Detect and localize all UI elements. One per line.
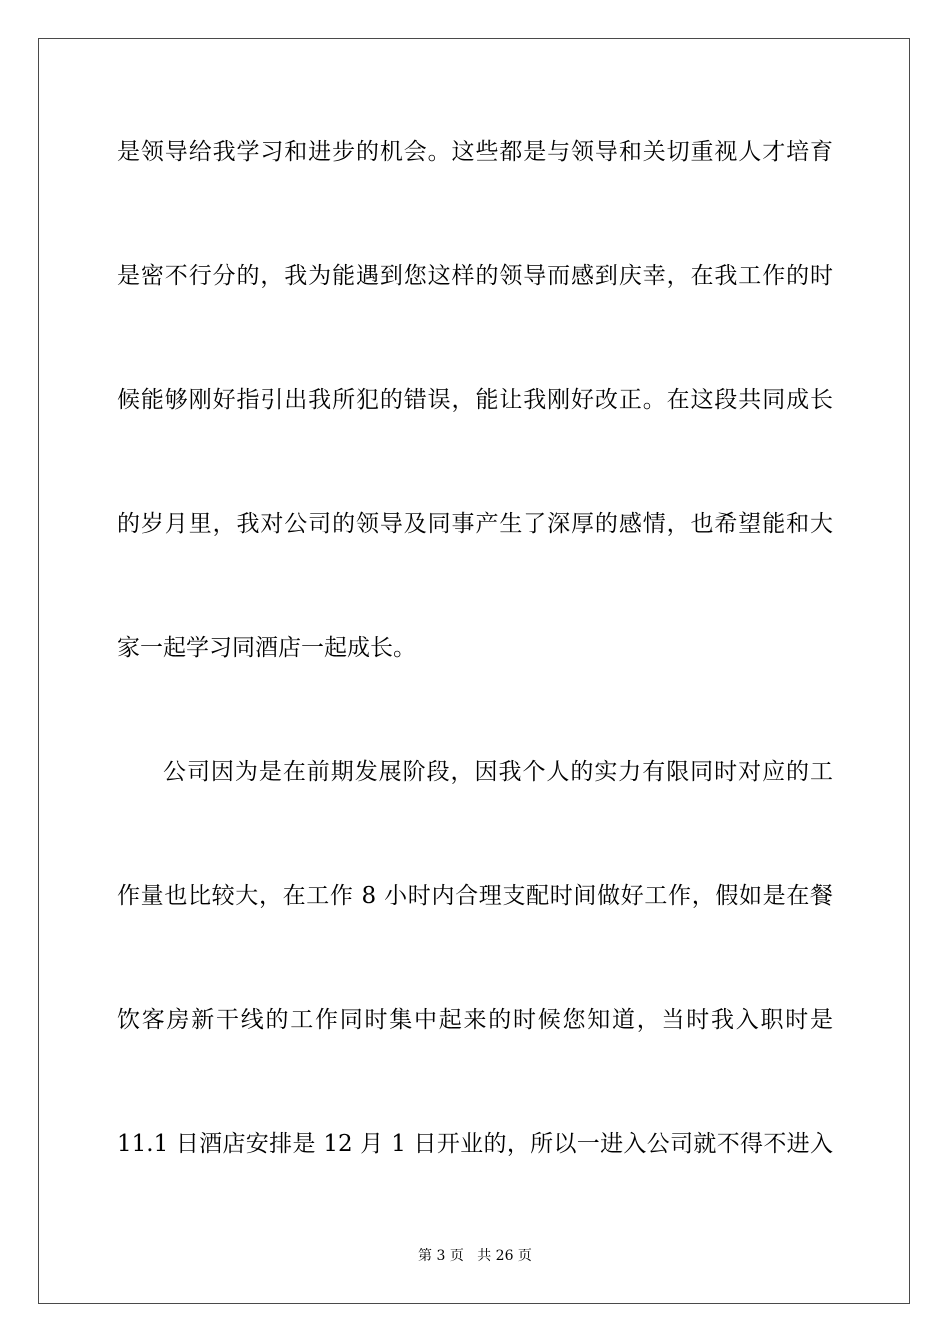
- text-line: 11.1 日酒店安排是 12 月 1 日开业的，所以一进入公司就不得不进入: [117, 1131, 833, 1157]
- page-number-total: 共 26 页: [477, 1248, 532, 1264]
- text-line: 候能够刚好指引出我所犯的错误，能让我刚好改正。在这段共同成长: [117, 387, 833, 413]
- text-line: 是领导给我学习和进步的机会。这些都是与领导和关切重视人才培育: [117, 139, 833, 165]
- paragraph-first-line: 公司因为是在前期发展阶段，因我个人的实力有限同时对应的工: [163, 759, 833, 785]
- text-line: 家一起学习同酒店一起成长。: [117, 635, 416, 661]
- text-line: 饮客房新干线的工作同时集中起来的时候您知道，当时我入职时是: [117, 1007, 833, 1033]
- text-line: 是密不行分的，我为能遇到您这样的领导而感到庆幸，在我工作的时: [117, 263, 833, 289]
- text-line: 作量也比较大，在工作 8 小时内合理支配时间做好工作，假如是在餐: [117, 883, 833, 909]
- page-number-current: 第 3 页: [418, 1248, 464, 1264]
- page-border: [38, 38, 910, 1304]
- page-footer: [0, 1247, 950, 1265]
- text-line: 的岁月里，我对公司的领导及同事产生了深厚的感情，也希望能和大: [117, 511, 833, 537]
